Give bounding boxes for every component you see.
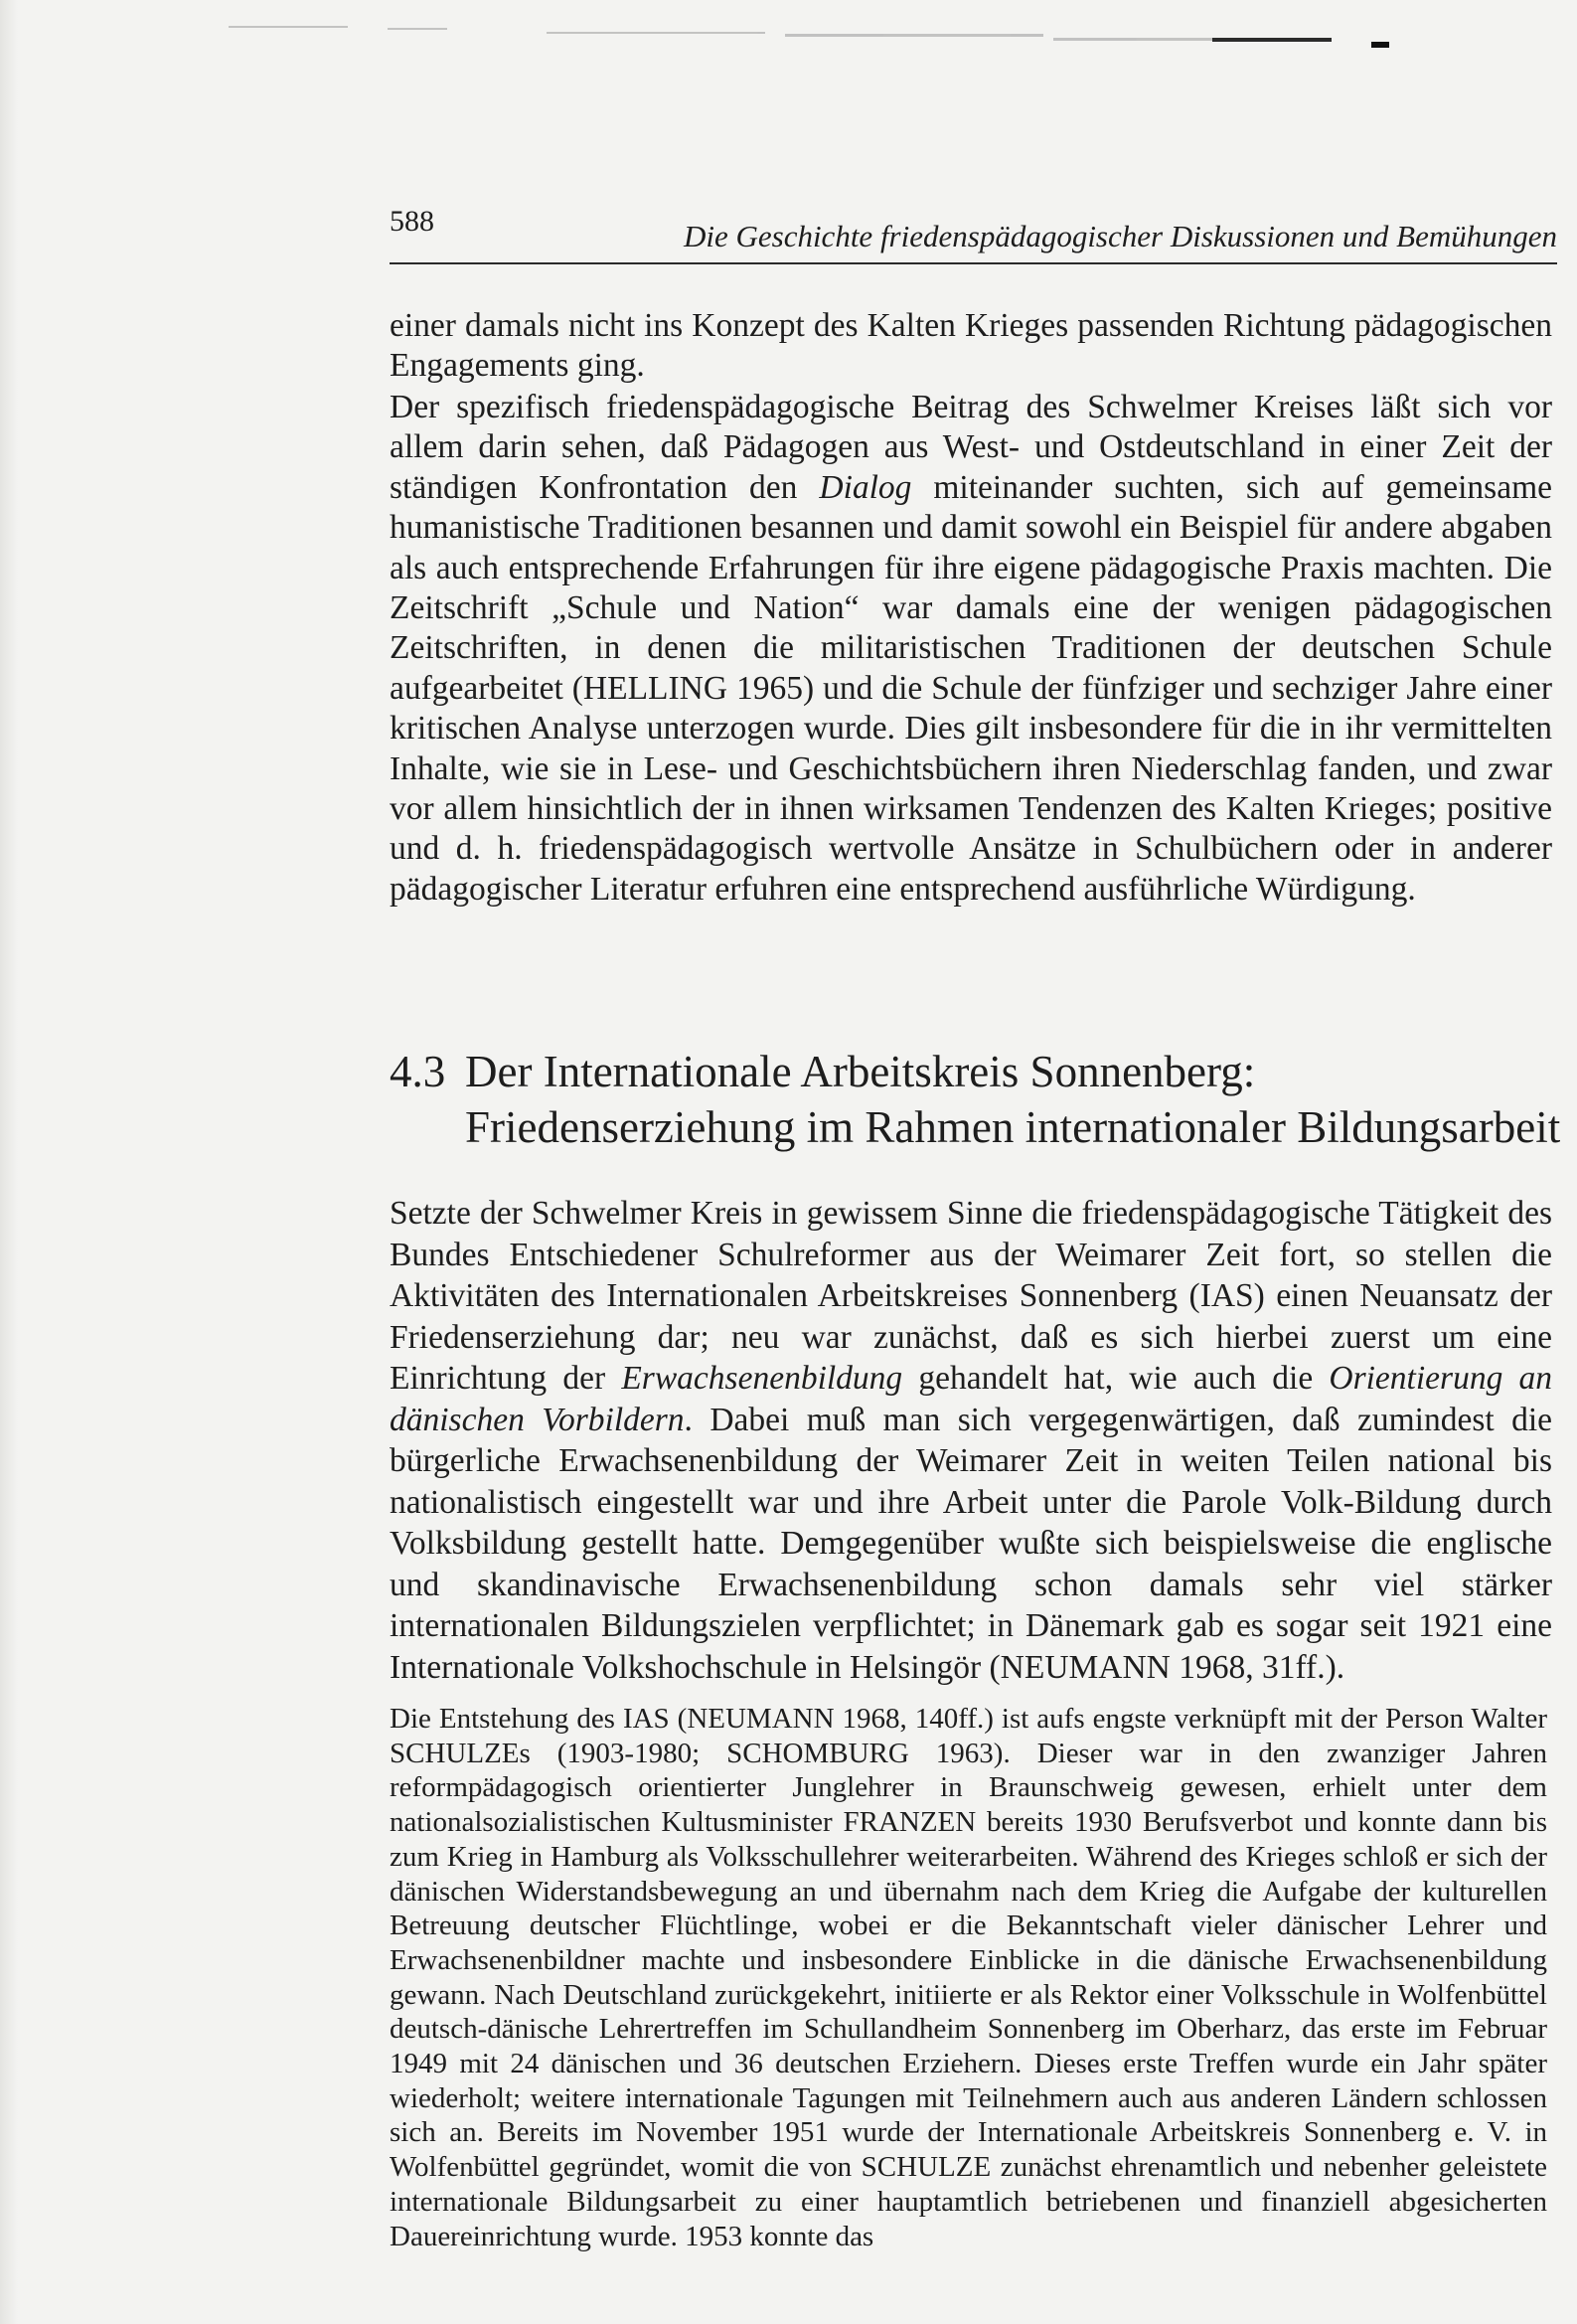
running-title: Die Geschichte friedenspädagogischer Diskussionen und Bemühungen xyxy=(683,219,1557,253)
scan-noise-strip xyxy=(229,18,1421,58)
paragraph-1: einer damals nicht ins Konzept des Kalten Krieges passenden Richtung pädagogischen Engagements ging. xyxy=(390,307,1552,385)
running-header xyxy=(390,205,1557,264)
scan-edge-shadow xyxy=(0,0,18,2324)
paragraph-3-text-a: Setzte der Schwelmer Kreis in gewissem Sinne die friedenspädagogische Tätigkeit des Bundes Entschiedener Schulreformer aus der Weimarer Zeit fort, so stellen die Aktivitäten des Internationalen Arbeitskreises Sonnenberg (IAS) einen Neuansatz der Friedenserziehung dar; neu war zunächst, daß es sich hierbei zuerst um eine Einrichtung der xyxy=(390,1195,1552,1397)
emphasis-orientierung: Orientierung an dänischen Vorbildern xyxy=(390,1360,1553,1438)
section-number: 4.3 xyxy=(390,1047,446,1096)
emphasis-dialog: Dialog xyxy=(819,468,912,506)
paragraph-small-print: Die Entstehung des IAS (NEUMANN 1968, 140ff.) ist aufs engste verknüpft mit der Person Walter SCHULZEs (1903-1980; SCHOMBURG 1963). Dieser war in den zwanziger Jahren reformpädagogisch orientierter Junglehrer in Braunschweig gewesen, erhielt unter dem nationalsozialistischen Kultusminister FRANZEN bereits 1930 Berufsverbot und konnte dann bis zum Krieg in Hamburg als Volksschullehrer weiterarbeiten. Während des Krieges schloß er sich der dänischen Widerstandsbewegung an und übernahm nach dem Krieg die Aufgabe der kulturellen Betreuung deutscher Flüchtlinge, wobei er die Bekanntschaft vieler dänischer Lehrer und Erwachsenenbildner machte und insbesondere Einblicke in die dänische Erwachsenenbildung gewann. Nach Deutschland zurückgekehrt, initiierte er als Rektor einer Volksschule in Wolfenbüttel deutsch-dänische Lehrertreffen im Schullandheim Sonnenberg im Oberharz, das erste im Februar 1949 mit 24 dänischen und 36 deutschen Erziehern. Dieses erste Treffen wurde ein Jahr später wiederholt; weitere internationale Tagungen mit Teilnehmern auch aus anderen Ländern schlossen sich an. Bereits im November 1951 wurde der Internationale Arbeitskreis Sonnenberg e. V. in Wolfenbüttel gegründet, womit die von SCHULZE zunächst ehrenamtlich und nebenher geleistete internationale Bildungsarbeit zu einer hauptamtlich betriebenen und finanziell abgesicherten Dauereinrichtung wurde. 1953 konnte das xyxy=(390,1703,1547,2252)
paragraph-2-text-a: Der spezifisch friedenspädagogische Beitrag des Schwelmer Kreises läßt sich vor allem darin sehen, daß Pädagogen aus West- und Ostdeutschland in einer Zeit der ständigen Konfrontation den xyxy=(390,389,1552,506)
paragraph-2-text-b: miteinander suchten, sich auf gemeinsame humanistische Traditionen besannen und damit sowohl ein Beispiel für andere abgaben als auch entsprechende Erfahrungen für ihre eigene pädagogische Praxis machten. Die Zeitschrift „Schule und Nation“ war damals eine der wenigen pädagogischen Zeitschriften, in denen die militaristischen Traditionen der deutschen Schule aufgearbeitet (HELLING 1965) und die Schule der fünfziger und sechziger Jahre einer kritischen Analyse unterzogen wurde. Dies gilt insbesondere für die in ihr vermittelten Inhalte, wie sie in Lese- und Geschichtsbüchern ihren Niederschlag fanden, und zwar vor allem hinsichtlich der in ihnen wirksamen Tendenzen des Kalten Krieges; positive und d. h. friedenspädagogisch wertvolle Ansätze in Schulbüchern oder in anderer pädagogischer Literatur erfuhren eine entsprechend ausführliche Würdigung. xyxy=(390,468,1552,908)
section-title-line2: Friedenserziehung im Rahmen internationaler Bildungsarbeit xyxy=(465,1102,1561,1152)
section-heading xyxy=(390,1044,1562,1155)
paragraph-3 xyxy=(390,1193,1552,1688)
emphasis-erwachsenenbildung: Erwachsenenbildung xyxy=(621,1360,903,1397)
paragraph-3-text-c: . Dabei muß man sich vergegenwärtigen, daß zumindest die bürgerliche Erwachsenenbildung der Weimarer Zeit in weiten Teilen national bis nationalistisch eingestellt war und ihre Arbeit unter die Parole Volk-Bildung durch Volksbildung gestellt hatte. Demgegenüber wußte sich beispielsweise die englische und skandinavische Erwachsenenbildung schon damals sehr viel stärker internationalen Bildungszielen verpflichtet; in Dänemark gab es sogar seit 1921 eine Internationale Volkshochschule in Helsingör (NEUMANN 1968, 31ff.). xyxy=(390,1401,1552,1686)
header-rule xyxy=(390,262,1557,264)
page-number: 588 xyxy=(390,205,434,238)
paragraph-2 xyxy=(390,388,1552,910)
paragraph-3-text-b: gehandelt hat, wie auch die xyxy=(902,1360,1330,1397)
section-title-line1: Der Internationale Arbeitskreis Sonnenberg: xyxy=(465,1047,1256,1096)
